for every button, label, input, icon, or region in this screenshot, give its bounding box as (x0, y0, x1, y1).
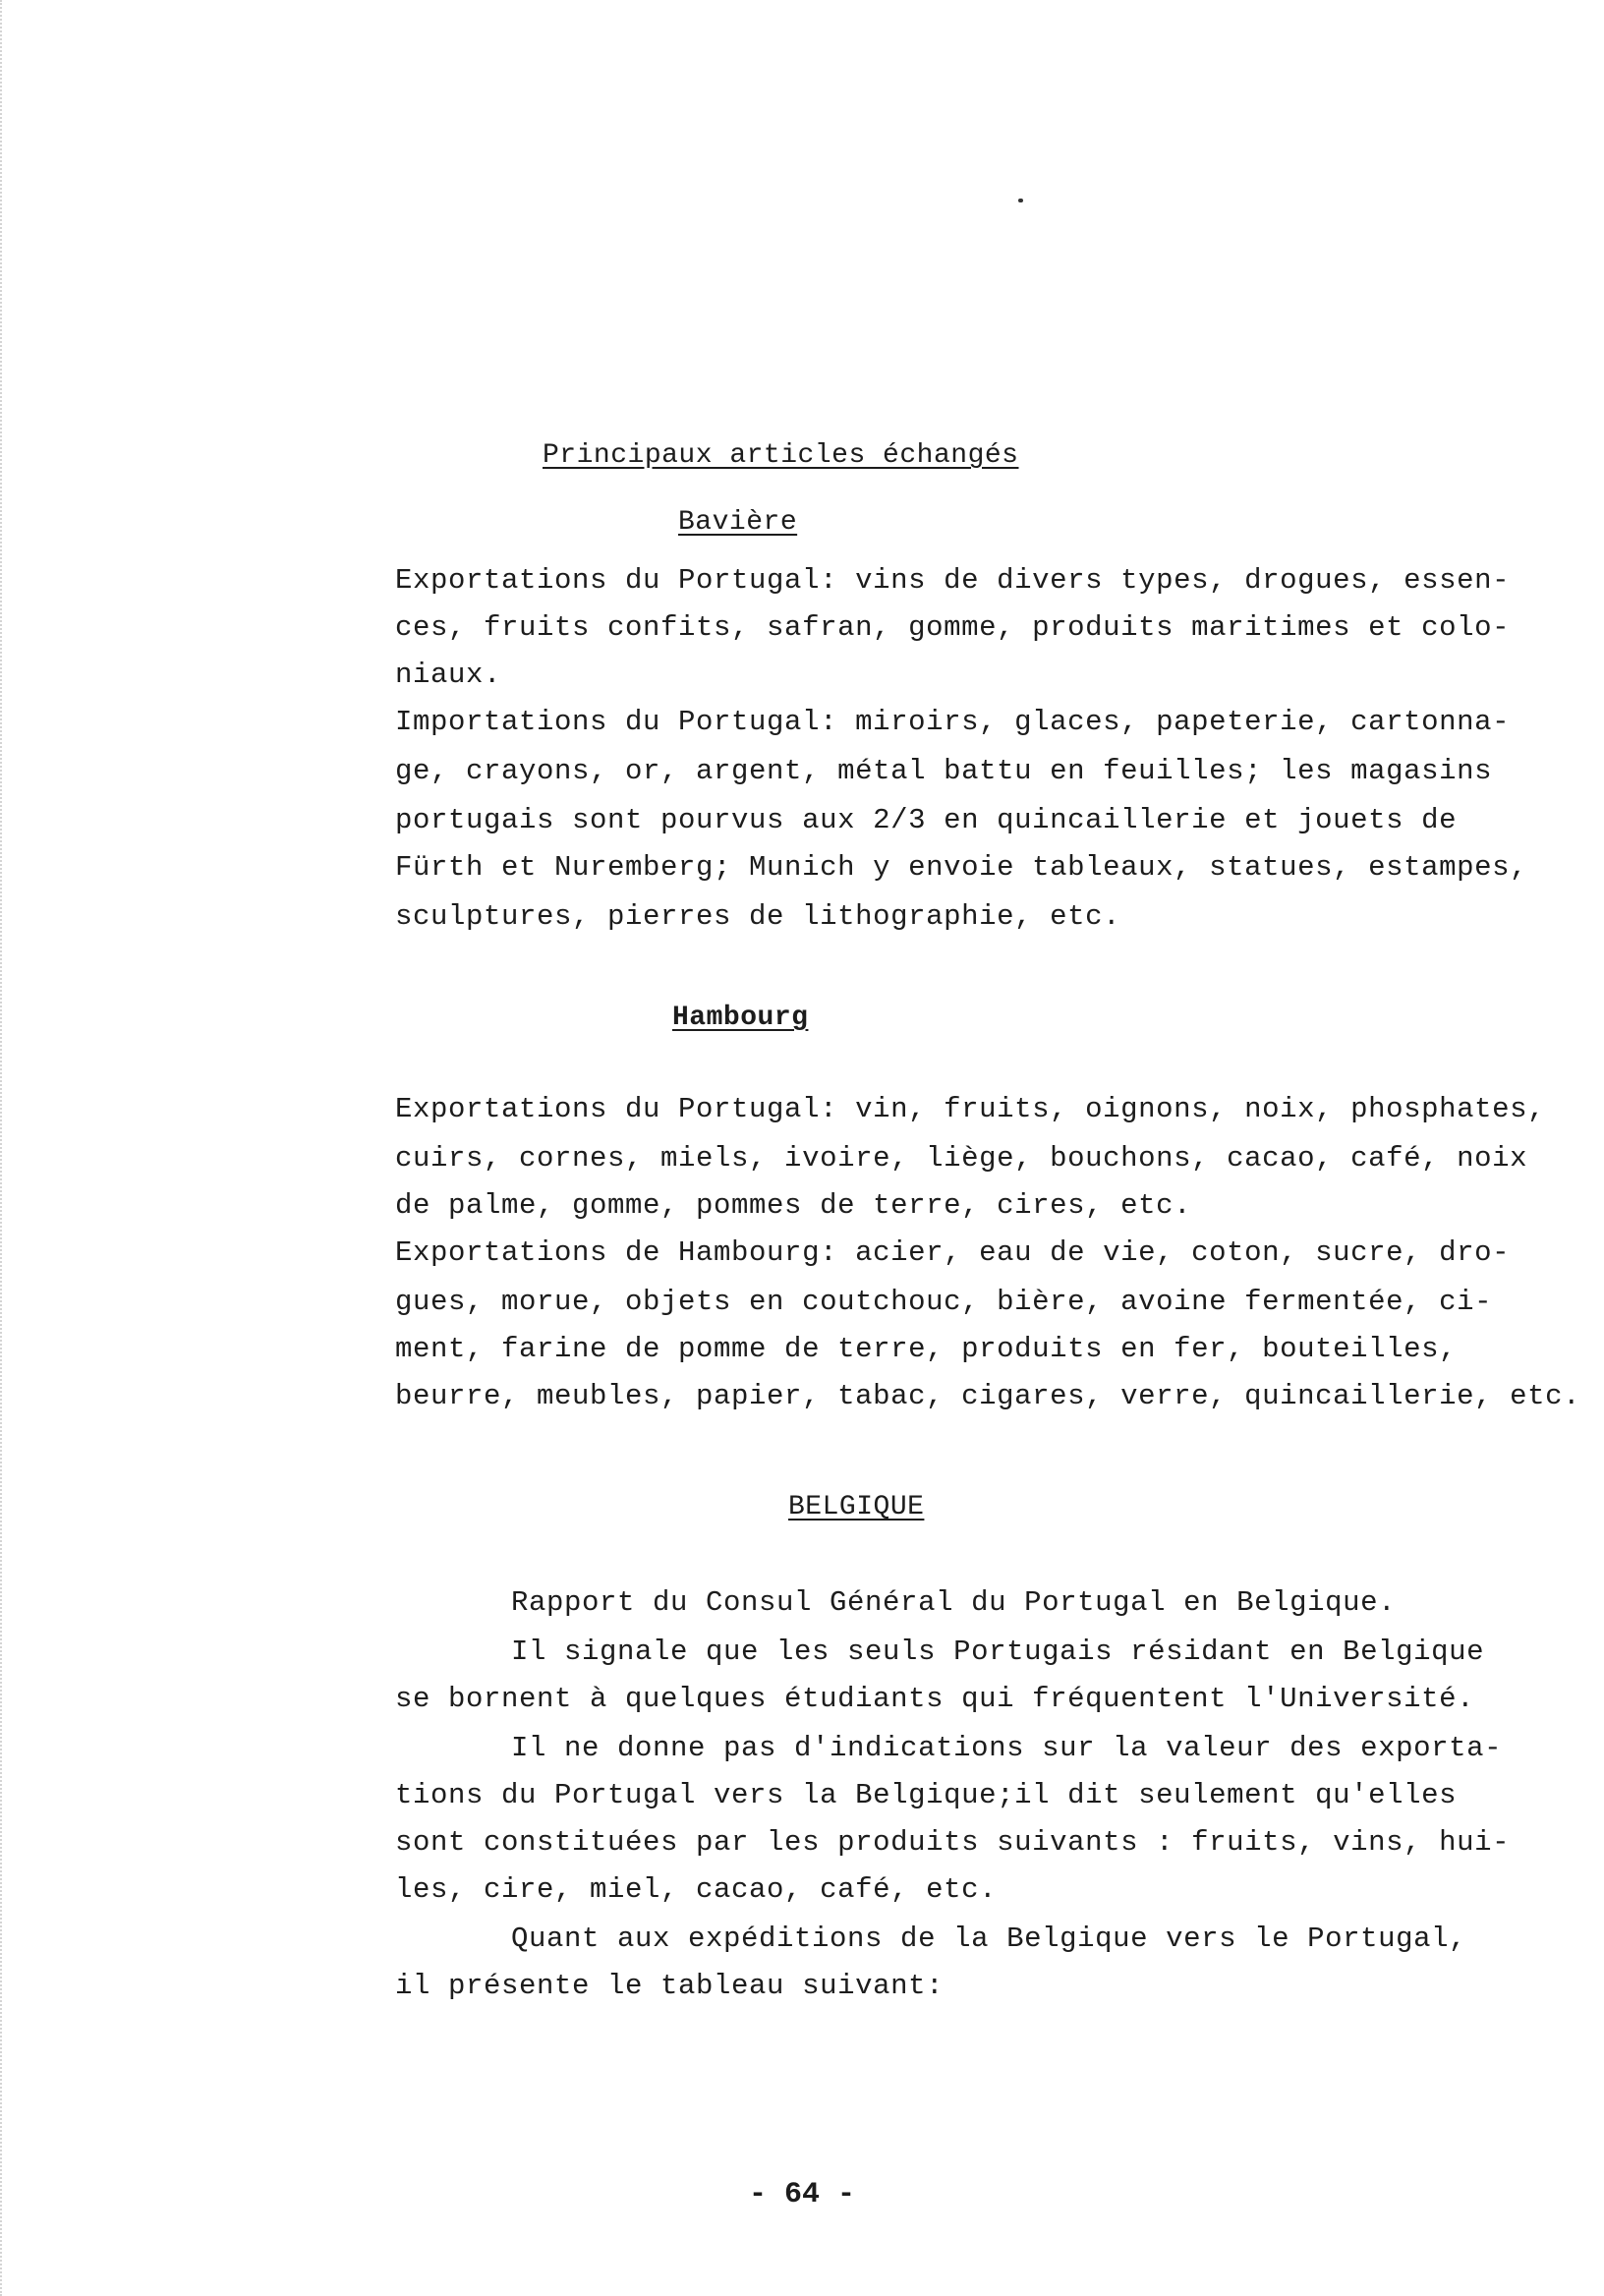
text-line: se bornent à quelques étudiants qui fréquentent l'Université. (395, 1683, 1475, 1715)
text-line: sculptures, pierres de lithographie, etc. (395, 900, 1121, 933)
text-line: cuirs, cornes, miels, ivoire, liège, bouchons, cacao, café, noix (395, 1142, 1528, 1175)
text-line: Quant aux expéditions de la Belgique vers le Portugal, (511, 1923, 1467, 1955)
text-line: Exportations du Portugal: vins de divers types, drogues, essen- (395, 564, 1511, 597)
text-line: gues, morue, objets en coutchouc, bière, avoine fermentée, ci- (395, 1286, 1493, 1318)
page-number: - 64 - (748, 2178, 856, 2211)
text-line: Exportations du Portugal: vin, fruits, oignons, noix, phosphates, (395, 1093, 1546, 1125)
scan-speck (1018, 199, 1023, 202)
text-line: ces, fruits confits, safran, gomme, produits maritimes et colo- (395, 611, 1511, 644)
text-line: tions du Portugal vers la Belgique;il dit seulement qu'elles (395, 1779, 1458, 1811)
text-line: Rapport du Consul Général du Portugal en Belgique. (511, 1586, 1397, 1619)
text-line: il présente le tableau suivant: (395, 1970, 945, 2002)
text-line: sont constituées par les produits suivants : fruits, vins, hui- (395, 1826, 1511, 1859)
text-line: ment, farine de pomme de terre, produits en fer, bouteilles, (395, 1333, 1458, 1365)
text-line: Exportations de Hambourg: acier, eau de vie, coton, sucre, dro- (395, 1236, 1511, 1269)
section-title: Principaux articles échangés (543, 440, 1019, 471)
text-line: portugais sont pourvus aux 2/3 en quincaillerie et jouets de (395, 804, 1458, 836)
heading-baviere: Bavière (678, 507, 798, 538)
scan-edge-marks (0, 0, 10, 2296)
text-line: de palme, gomme, pommes de terre, cires, etc. (395, 1189, 1192, 1222)
text-line: Il signale que les seuls Portugais résidant en Belgique (511, 1636, 1485, 1668)
heading-hambourg: Hambourg (672, 1003, 809, 1033)
text-line: Fürth et Nuremberg; Munich y envoie tableaux, statues, estampes, (395, 851, 1528, 884)
text-line: beurre, meubles, papier, tabac, cigares, verre, quincaillerie, etc. (395, 1380, 1581, 1412)
heading-belgique: BELGIQUE (788, 1492, 925, 1522)
text-line: Importations du Portugal: miroirs, glaces, papeterie, cartonna- (395, 706, 1511, 738)
text-line: Il ne donne pas d'indications sur la valeur des exporta- (511, 1732, 1503, 1764)
text-line: niaux. (395, 659, 502, 691)
text-line: les, cire, miel, cacao, café, etc. (395, 1873, 998, 1906)
text-line: ge, crayons, or, argent, métal battu en feuilles; les magasins (395, 755, 1493, 787)
